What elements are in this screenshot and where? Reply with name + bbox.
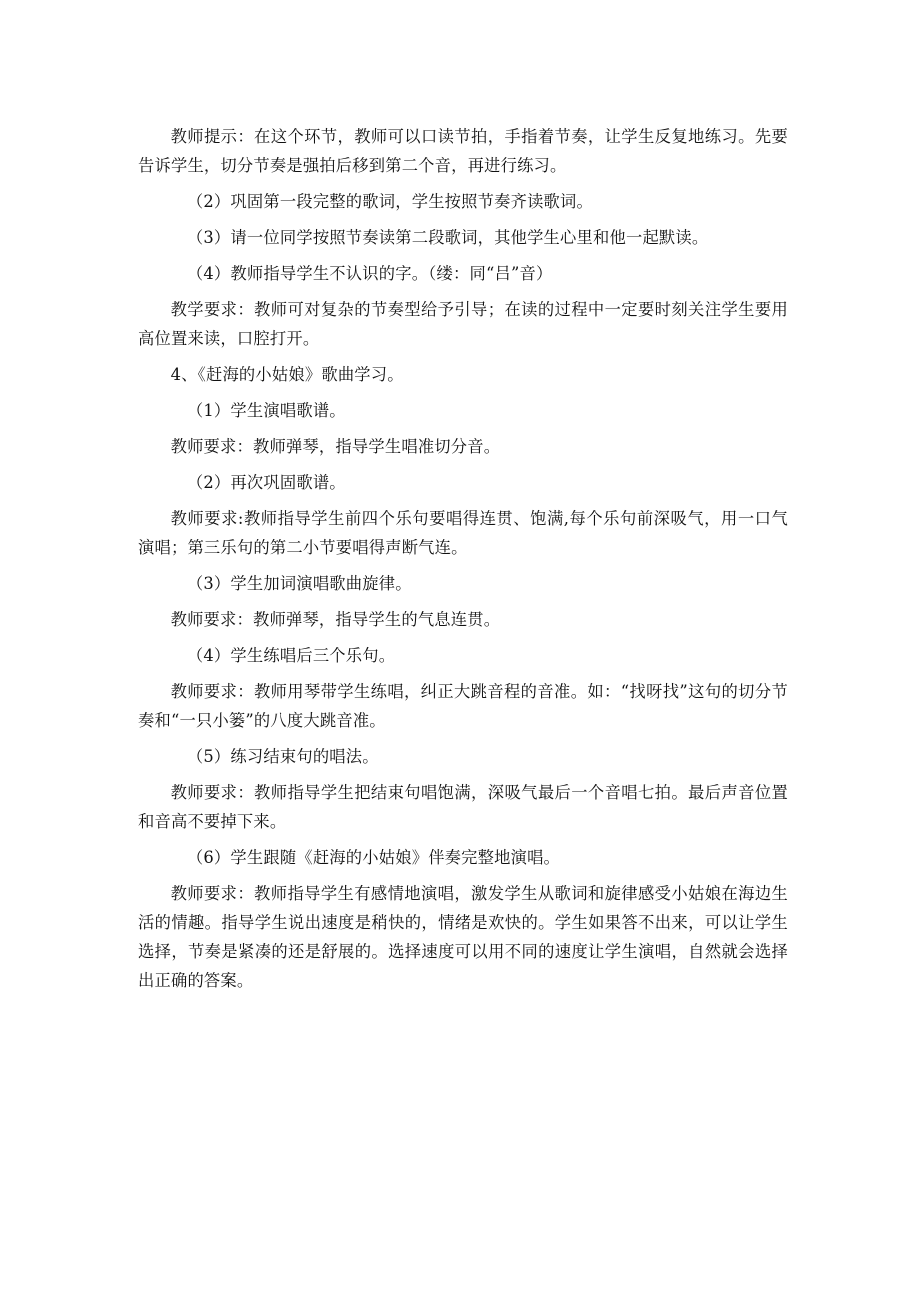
paragraph-step-2: （2）巩固第一段完整的歌词，学生按照节奏齐读歌词。 (186, 192, 594, 211)
paragraph-song-step-4: （4）学生练唱后三个乐句。 (186, 646, 396, 665)
paragraph-requirement-5: 教师要求：教师指导学生把结束句唱饱满，深吸气最后一个音唱七拍。最后声音位置和音高不要掉下来。 (138, 783, 788, 831)
paragraph-requirement-1: 教师要求：教师弹琴，指导学生唱准切分音。 (170, 437, 501, 456)
paragraph-song-step-3: （3）学生加词演唱歌曲旋律。 (186, 574, 412, 593)
paragraph-requirement-2: 教师要求:教师指导学生前四个乐句要唱得连贯、饱满,每个乐句前深吸气，用一口气演唱；第三乐句的第二小节要唱得声断气连。 (138, 509, 788, 557)
paragraph-section-4-heading: 4、《赶海的小姑娘》歌曲学习。 (170, 365, 404, 384)
paragraph-song-step-1: （1）学生演唱歌谱。 (186, 401, 346, 420)
paragraph-step-3: （3）请一位同学按照节奏读第二段歌词，其他学生心里和他一起默读。 (186, 228, 709, 247)
paragraph-song-step-6: （6）学生跟随《赶海的小姑娘》伴奏完整地演唱。 (186, 848, 561, 867)
paragraph-requirement-6: 教师要求：教师指导学生有感情地演唱，激发学生从歌词和旋律感受小姑娘在海边生活的情趣。指导学生说出速度是稍快的，情绪是欢快的。学生如果答不出来，可以让学生选择，节奏是紧凑的还是舒展的。选择速度可以用不同的速度让学生演唱，自然就会选择出正确的答案。 (138, 884, 788, 990)
paragraph-song-step-5: （5）练习结束句的唱法。 (186, 747, 379, 766)
paragraph-teacher-tip: 教师提示：在这个环节，教师可以口读节拍，手指着节奏，让学生反复地练习。先要告诉学生，切分节奏是强拍后移到第二个音，再进行练习。 (138, 127, 788, 175)
paragraph-requirement-4: 教师要求：教师用琴带学生练唱，纠正大跳音程的音准。如：“找呀找”这句的切分节奏和“一只小篓”的八度大跳音准。 (138, 682, 788, 730)
paragraph-step-4: （4）教师指导学生不认识的字。（缕：同“吕”音） (186, 264, 553, 283)
paragraph-teaching-requirement: 教学要求：教师可对复杂的节奏型给予引导；在读的过程中一定要时刻关注学生要用高位置来读，口腔打开。 (138, 300, 788, 348)
paragraph-song-step-2: （2）再次巩固歌谱。 (186, 473, 346, 492)
paragraph-requirement-3: 教师要求：教师弹琴，指导学生的气息连贯。 (170, 610, 501, 629)
document-body (138, 122, 788, 1002)
